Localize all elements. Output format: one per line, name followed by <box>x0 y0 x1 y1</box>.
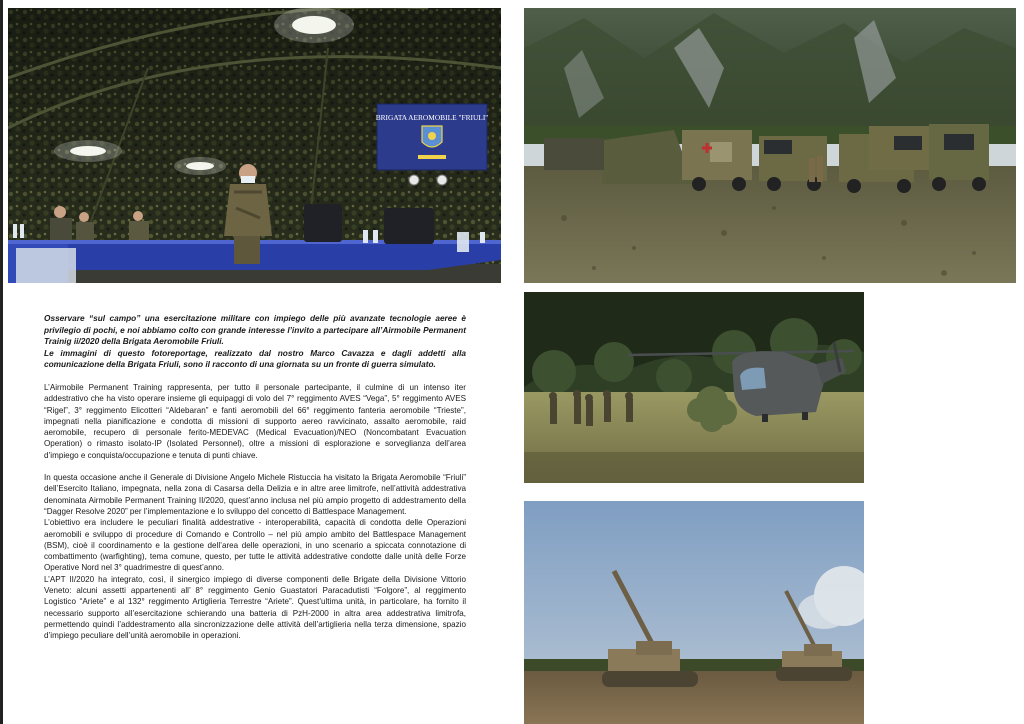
howitzer-photo <box>524 501 864 724</box>
article-paragraph: L’obiettivo era includere le peculiari finalità addestrative - interoperabilità, capacità di condotta delle Operazioni aeromobili e sviluppo di procedure di Comando e Controllo – nel più ampio ambito del Battlespace Management (BSM), cioè il coordinamento e la gestione dell’area delle operazioni, in uno scenario a spiccata connotazione di combattimento (warfighting), tema comune, questo, per tutte le attività addestrative condotte dalle unità delle Forze Operative Nord nel 3° quadrimestre di quest’anno. <box>44 518 466 573</box>
briefing-photo <box>8 8 501 283</box>
article-intro-2: Le immagini di questo fotoreportage, realizzato dal nostro Marco Cavazza e dagli addetti alla comunicazione della Brigata Friuli, sono il racconto di una giornata su un fronte di guerra simulato. <box>44 347 466 370</box>
banner-title: BRIGATA AEROMOBILE "FRIULI" <box>375 113 489 122</box>
article-paragraph: In questa occasione anche il Generale di Divisione Angelo Michele Ristuccia ha visitato la Brigata Aeromobile “Friuli” dell’Esercito Italiano, impegnata, nella zona di Casarsa della Delizia e in altre aree limitrofe, nell’attività addestrativa denominata Airmobile Permanent Training II/2020, quest’anno inclusa nel più ampio progetto di addestramento della “Dagger Resolve 2020” per l’implementazione e lo sviluppo del concetto di Battlespace Management. <box>44 473 466 516</box>
article-paragraph: L’APT II/2020 ha integrato, così, il sinergico impiego di diverse componenti delle Brigate della Divisione Vittorio Veneto: alcuni assetti appartenenti all’ 8° reggimento Genio Guastatori Paracadutisti “Folgore”, al reggimento Logistico “Ariete” e al 132° reggimento Artiglieria Terrestre “Ariete”. Quest’ultima unità, in particolare, ha fornito il necessario supporto all’esercitazione schierando una batteria di PzH-2000 in altra area addestrativa limitrofa, permettendo quindi l’addestramento alla sincronizzazione delle attività dell’artiglieria nella terza dimensione, spazio d’impiego peculiare dell’unità aeromobile in operazioni. <box>44 574 466 641</box>
page-edge <box>0 0 3 724</box>
helicopter-photo <box>524 292 864 483</box>
article-intro-1: Osservare “sul campo” una esercitazione militare con impiego delle più avanzate tecnologie aeree è privilegio di pochi, e noi abbiamo colto con grande interesse l’invito a partecipare all’Airmobile Permanent Trainig ii/2020 della Brigata Aeromobile Friuli. <box>44 313 466 347</box>
article-text <box>44 313 466 642</box>
convoy-photo <box>524 8 1016 283</box>
article-paragraph: L’Airmobile Permanent Training rappresenta, per tutto il personale partecipante, il culmine di un intenso iter addestrativo che ha visto operare insieme gli equipaggi di volo del 7° reggimento AVES “Vega”, 5° reggimento AVES “Rigel”, 3° reggimento Elicotteri “Aldebaran” e fanti aeromobili del 66° reggimento fanteria aeromobile “Trieste”, impegnati nella pianificazione e condotta di missioni di supporto aereo ravvicinato, assalto aeromobile, raid aeromobile, recupero di personale ferito-MEDEVAC (Medical Evacuation)/NEO (Noncombatant Evacuation Operation) o rimasto isolato-IP (Isolated Personnel), oltre a missioni di esplorazione e sorveglianza dell’area d’impiego e conquista/occupazione e tenuta di punti chiave. <box>44 382 466 460</box>
